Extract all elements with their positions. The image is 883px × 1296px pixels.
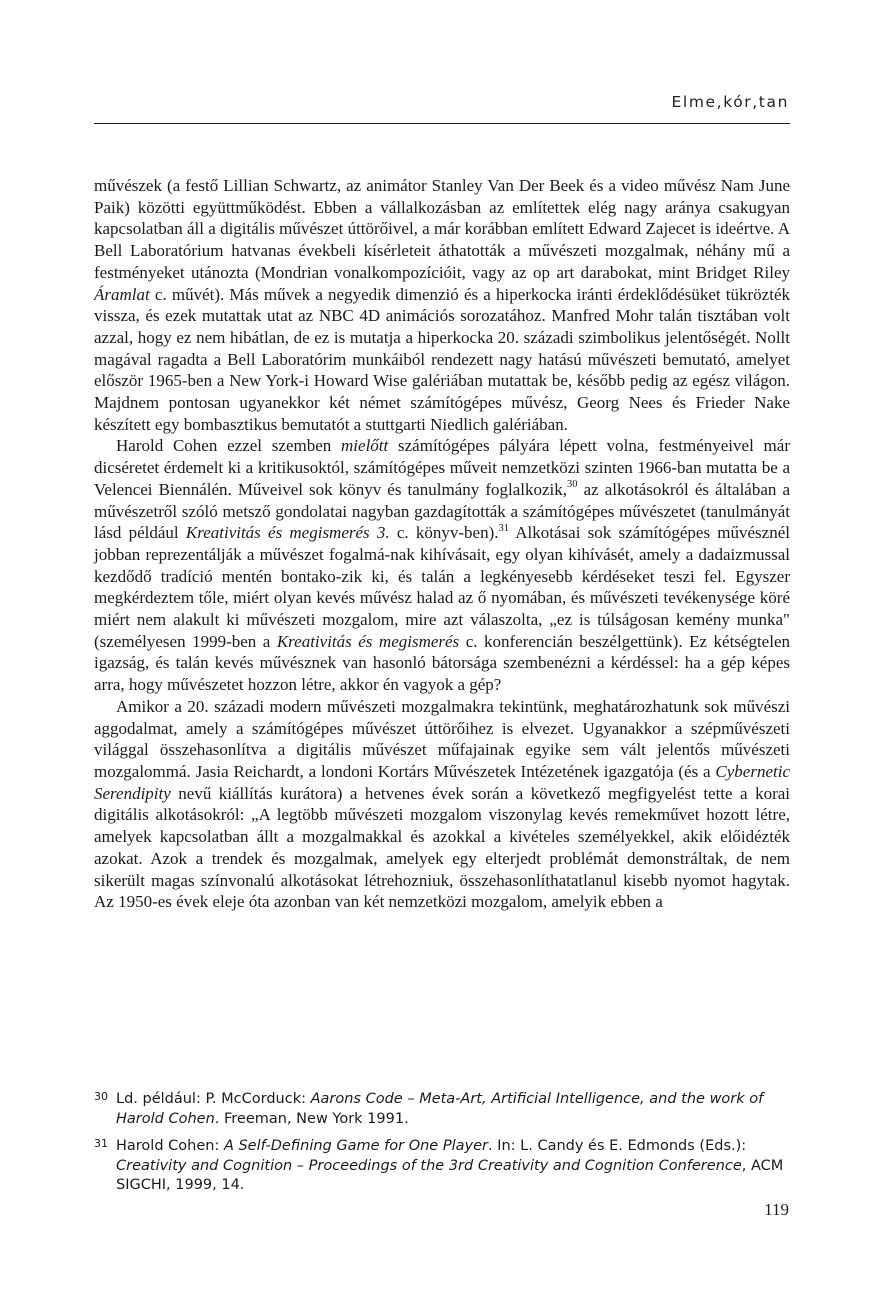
- page-number: 119: [764, 1200, 789, 1219]
- paragraph-1: [94, 175, 790, 435]
- proceedings-title: Creativity and Cognition – Proceedings of the 3rd Creativity and Cognition Conference: [116, 1157, 742, 1174]
- footnote-number: 31: [94, 1137, 108, 1150]
- text-span: , ACM SIGCHI, 1999, 14.: [116, 1157, 784, 1193]
- footnote-text: [116, 1137, 790, 1196]
- text-span: . In: L. Candy és E. Edmonds (Eds.):: [487, 1138, 747, 1154]
- text-span: az alkotásokról és általában a művészetről szóló metsző gondolatai nagyban gazdagították a számítógépes művészetet (tanulmányát lásd például: [94, 479, 790, 543]
- conference-title: Kreativitás és megismerés: [276, 631, 460, 651]
- text-span: c. könyv-ben).: [389, 523, 499, 543]
- text-span: Harold Cohen ezzel szemben: [116, 436, 342, 456]
- exhibition-title: Cybernetic Serendipity: [94, 761, 790, 803]
- text-span: c. művét). Más művek a negyedik dimenzió és a hiperkocka iránti érdeklődésüket tükrözték vissza, és ezek mutattak utat az NBC 4D animációs sorozatához. Manfred Mohr talán tisztában volt azzal, hogy ez nem hibátlan, de ez is mutatja a hiperkocka 20. századi szimbolikus jelentőségét. Nollt magával ragadta a Bell Laboratórim munkáiból rendezett nagy hatású művészeti bemutató, amelyet először 1965-ben a New York-i Howard Wise galériában mutattak be, később pedig az egész világon. Majdnem pontosan ugyanekkor két német számítógépes művész, Georg Nees és Frieder Nake készített egy bombasztikus bemutatót a stuttgarti Niedlich galériában.: [94, 284, 790, 434]
- text-span: . Freeman, New York 1991.: [214, 1110, 409, 1127]
- text-span: Amikor a 20. századi modern művészeti mozgalmakra tekintünk, meghatározhatunk sok művészi aggodalmat, amely a számítógépes művészet úttörőihez is elvezet. Ugyanakkor a szépművészeti világgal összehasonlítva a digitális művészet műfajainak egyike sem vált jelentős művészeti mozgalommá. Jasia Reichardt, a londoni Kortárs Művészetek Intézetének igazgatója (és a: [94, 696, 790, 781]
- paragraph-3: [94, 696, 790, 913]
- running-title: Elme,kór,tan: [671, 93, 789, 111]
- text-span: c. konferencián beszélgettünk). Ez kétségtelen igazság, és talán kevés művésznek van hasonló bátorsága szembenézni a kérdéssel: ha a gép képes arra, hogy művészetet hozzon létre, akkor én vagyok a gép?: [94, 631, 790, 695]
- book-title: Aarons Code – Meta-Art, Artificial Intelligence, and the work of Harold Cohen: [116, 1091, 764, 1127]
- paper-title: A Self-Defining Game for One Player: [223, 1138, 488, 1154]
- text-span: számítógépes pályára lépett volna, festményeivel már dicséretet érdemelt ki a kritikusoktól, számítógépes műveit nemzetközi szinten 1966-ban mutatta be a Velencei Biennálén. Műveivel sok könyv és tanulmány foglalkozik,: [94, 436, 790, 499]
- text-span: Harold Cohen:: [116, 1138, 224, 1154]
- footnote-text: [116, 1090, 790, 1129]
- text-span: nevű kiállítás kurátora) a hetvenes évek során a következő megfigyelést tette a korai digitális alkotásokról: „A legtöbb művészeti mozgalom viszonylag kevés remekművet hozott létre, amelyek kapcsolatban állt a mozgalmakkal és azokkal a kivételes személyekkel, akik előidézték azokat. Azok a trendek és mozgalmak, amelyek egy elterjedt problémát demonstráltak, de nem sikerült magas színvonalú alkotásokat létrehozniuk, összehasonlíthatatlanul kisebb nyomot hagytak. Az 1950-es évek eleje óta azonban van két nemzetközi mozgalom, amelyik ebben a: [94, 783, 790, 912]
- footnotes: [94, 1090, 790, 1204]
- footnote-ref-31[interactable]: 31: [498, 522, 509, 534]
- footnote-30: [94, 1090, 790, 1129]
- footnote-number: 30: [94, 1090, 108, 1103]
- footnote-ref-30[interactable]: 30: [567, 479, 578, 491]
- text-span: művészek (a festő Lillian Schwartz, az animátor Stanley Van Der Beek és a video művész Nam June Paik) közötti együttműködést. Ebben a vállalkozásban az említettek elég nagy aránya csakugyan kapcsolatban áll a digitális művészet úttörőivel, a már korábban említett Edward Zajecet is ideértve. A Bell Laboratórium hatvanas évekbeli kísérleteit áthatották a művészeti mozgalmak, néhány mű a festményeket utánozta (Mondrian vonalkompozícióit, vagy az op art darabokat, mint Bridget Riley: [94, 176, 790, 282]
- artwork-title: Áramlat: [94, 284, 150, 304]
- footnote-31: [94, 1137, 790, 1196]
- main-text: [94, 175, 790, 913]
- text-span: Alkotásai sok számítógépes művésznél jobban reprezentálják a művészet fogalmá-nak kihívásait, egy olyan kihívásét, amely a dadaizmussal kezdődő tradíció mentén bontako-zik ki, és talán a legkényesebb kérdéseket teszi fel. Egyszer megkérdeztem tőle, miért olyan kevés művész halad az ő nyomában, és művészeti tevékenysége köré miért nem alakult ki művészeti mozgalom, mire azt válaszolta, „ez is túlságosan kemény munka" (személyesen 1999-ben a: [94, 523, 790, 651]
- book-title: Kreativitás és megismerés 3.: [185, 523, 390, 543]
- text-span: Ld. például: P. McCorduck:: [116, 1091, 311, 1107]
- paragraph-2: [94, 435, 790, 695]
- emphasis: mielőtt: [341, 436, 389, 456]
- header-rule: [94, 123, 790, 124]
